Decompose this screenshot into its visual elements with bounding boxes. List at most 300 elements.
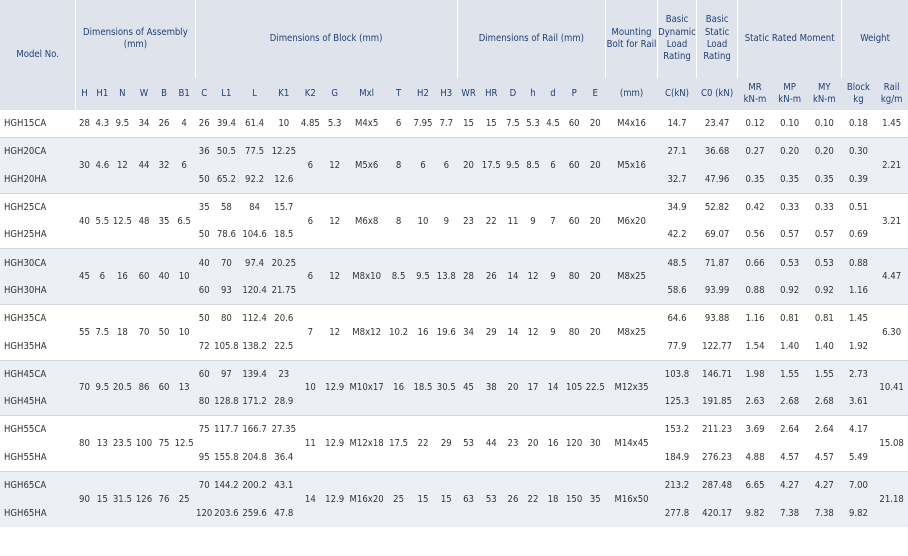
cell-h3: 13.8	[435, 249, 457, 305]
cell-bolt: M4x16	[617, 118, 646, 130]
cell-cdyn: 77.9	[667, 340, 687, 352]
col-header: MY kN-m	[807, 78, 842, 110]
cell-block_w: 2.73	[842, 360, 876, 388]
cell-my: 2.68	[807, 388, 842, 416]
unit-label: kN-m	[743, 94, 767, 105]
cell-h: 20	[523, 416, 542, 472]
cell-t: 25	[387, 471, 411, 527]
cell-hr: 17.5	[480, 138, 503, 194]
model-header: Model No.	[16, 49, 59, 61]
cell-h3: 30.5	[435, 360, 457, 416]
cell-mxl: M6x8	[347, 193, 387, 249]
cell-mp: 0.20	[772, 138, 807, 166]
cell-k1: 27.35	[270, 416, 298, 444]
cell-b1: 25	[173, 471, 195, 527]
cell-hr: 26	[480, 249, 503, 305]
cell-t: 16	[387, 360, 411, 416]
cell-l: 84	[239, 193, 269, 221]
cell-mp: 0.53	[772, 249, 807, 277]
cell-n: 9.5	[115, 118, 130, 130]
cell-wr: 34	[457, 305, 480, 361]
cell-c0: 93.88	[697, 305, 738, 333]
cell-l1: 39.4	[216, 118, 236, 130]
cell-d: 14	[543, 360, 564, 416]
cell-b1: 4	[181, 118, 187, 130]
table-row	[0, 305, 908, 333]
cell-k1: 20.6	[270, 305, 298, 333]
cell-wr: 45	[457, 360, 480, 416]
cell-mr: 0.88	[738, 277, 773, 305]
cell-mxl: M10x17	[347, 360, 387, 416]
block-header: Dimensions of Block (mm)	[195, 0, 457, 78]
cell-h2: 15	[411, 471, 436, 527]
cell-n: 20.5	[112, 360, 134, 416]
cell-block_w: 9.82	[842, 499, 876, 527]
col-header: MR kN-m	[738, 78, 773, 110]
cell-h: 22	[523, 471, 542, 527]
cell-c: 60	[195, 277, 213, 305]
cell-b: 40	[155, 249, 173, 305]
cell-block_w: 1.45	[842, 305, 876, 333]
cell-p: 105	[563, 360, 585, 416]
cell-c: 95	[198, 451, 210, 463]
col-header: Mxl	[359, 88, 375, 100]
cell-p: 150	[563, 471, 585, 527]
cell-l1: 117.7	[213, 416, 239, 444]
cell-c0: 69.07	[704, 229, 730, 241]
cell-c: 50	[195, 305, 213, 333]
cell-l: 112.4	[239, 305, 269, 333]
cell-w: 86	[133, 360, 155, 416]
cell-h: 45	[76, 249, 93, 305]
cell-block_w: 7.00	[842, 471, 876, 499]
cell-b: 50	[155, 305, 173, 361]
col-header: B	[161, 88, 167, 100]
cell-h3: 15	[435, 471, 457, 527]
cell-c0: 47.96	[697, 166, 738, 194]
cell-h: 8.5	[523, 138, 542, 194]
cell-mxl: M8x12	[347, 305, 387, 361]
cell-h: 9	[523, 193, 542, 249]
cell-mr: 1.16	[738, 305, 773, 333]
cell-c: 120	[195, 499, 213, 527]
cell-l: 92.2	[239, 166, 269, 194]
cell-h1: 4.3	[95, 118, 110, 130]
model-cell: HGH55HA	[4, 451, 47, 463]
col-header: T	[395, 88, 402, 100]
cell-wr: 15	[463, 118, 474, 130]
cell-l1: 65.2	[213, 166, 239, 194]
cell-mp: 2.68	[772, 388, 807, 416]
cell-hr: 38	[480, 360, 503, 416]
cell-c: 40	[195, 249, 213, 277]
unit-label: kN-m	[812, 94, 836, 105]
cell-mr: 0.42	[738, 193, 773, 221]
cell-block_w: 0.88	[842, 249, 876, 277]
cell-mp: 0.81	[772, 305, 807, 333]
cell-p: 80	[563, 249, 585, 305]
cell-g: 12	[323, 249, 347, 305]
cell-b1: 6.5	[173, 193, 195, 249]
unit-label: kN-m	[778, 94, 802, 105]
cell-n: 23.5	[112, 416, 134, 472]
cell-rail-weight: 4.47	[875, 249, 908, 305]
cell-b: 76	[155, 471, 173, 527]
cell-k1: 18.5	[274, 229, 294, 241]
cell-b: 35	[155, 193, 173, 249]
model-cell: HGH20CA	[0, 138, 76, 166]
col-header: MP kN-m	[772, 78, 807, 110]
cell-p: 120	[563, 416, 585, 472]
cell-k2: 7	[298, 305, 323, 361]
col-header: Rail kg/m	[875, 78, 908, 110]
cell-k1: 47.8	[270, 499, 298, 527]
cell-h: 28	[79, 118, 90, 130]
cell-h3: 29	[435, 416, 457, 472]
model-cell: HGH35CA	[0, 305, 76, 333]
model-cell: HGH25HA	[4, 229, 47, 241]
cell-b1: 12.5	[173, 416, 195, 472]
col-header: L	[252, 88, 257, 100]
cell-k1: 23	[270, 360, 298, 388]
cell-e: 20	[585, 193, 606, 249]
cell-l1: 78.6	[216, 229, 236, 241]
cell-c: 72	[198, 340, 210, 352]
cell-c0: 191.85	[697, 388, 738, 416]
cell-l: 138.2	[242, 340, 267, 352]
cell-d: 9	[543, 249, 564, 305]
cell-mxl: M4x5	[354, 118, 379, 130]
cell-l: 204.8	[242, 451, 267, 463]
cell-cdyn: 34.9	[658, 193, 697, 221]
cell-d: 7.5	[506, 118, 520, 130]
cell-mp: 1.55	[772, 360, 807, 388]
cell-g: 12	[323, 193, 347, 249]
col-header: WR	[461, 88, 476, 100]
cell-k1: 22.5	[274, 340, 294, 352]
cell-b: 26	[158, 118, 170, 130]
cell-l1: 93	[213, 277, 239, 305]
cell-bolt: M5x16	[606, 138, 658, 194]
cell-c0: 420.17	[697, 499, 738, 527]
cell-h2: 10	[411, 193, 436, 249]
unit-label: kg	[853, 94, 864, 105]
cell-my: 0.35	[807, 166, 842, 194]
cell-d: 26	[503, 471, 524, 527]
cell-w: 44	[133, 138, 155, 194]
col-header: H	[81, 88, 88, 100]
cell-c0: 52.82	[697, 193, 738, 221]
col-header: L1	[221, 88, 232, 100]
cell-t: 10.2	[387, 305, 411, 361]
cell-b: 60	[155, 360, 173, 416]
col-header: h	[530, 88, 536, 100]
cell-w: 126	[133, 471, 155, 527]
cell-my: 0.10	[814, 118, 834, 130]
cell-block_w: 0.39	[842, 166, 876, 194]
cell-e: 20	[585, 249, 606, 305]
cell-c0: 211.23	[697, 416, 738, 444]
cell-b1: 6	[173, 138, 195, 194]
cell-h2: 18.5	[411, 360, 436, 416]
cell-mr: 6.65	[738, 471, 773, 499]
cell-my: 2.64	[807, 416, 842, 444]
cell-c0: 287.48	[697, 471, 738, 499]
cell-mr: 0.27	[738, 138, 773, 166]
cell-wr: 20	[457, 138, 480, 194]
cell-my: 1.40	[814, 340, 834, 352]
col-header: d	[550, 88, 556, 100]
cell-rail-weight: 1.45	[882, 118, 902, 130]
assembly-header: Dimensions of Assembly (mm)	[76, 0, 195, 78]
cell-my: 0.20	[807, 138, 842, 166]
cell-mr: 0.12	[745, 118, 765, 130]
model-cell: HGH20HA	[0, 166, 76, 194]
cell-t: 8.5	[387, 249, 411, 305]
cell-w: 70	[133, 305, 155, 361]
cell-l: 61.4	[245, 118, 265, 130]
cell-mr: 3.69	[738, 416, 773, 444]
cell-b1: 13	[173, 360, 195, 416]
col-header: D	[509, 88, 517, 100]
moment-header: Static Rated Moment	[738, 0, 842, 78]
cell-t: 8	[387, 193, 411, 249]
cell-mr: 0.66	[738, 249, 773, 277]
cell-e: 35	[585, 471, 606, 527]
cell-c: 80	[195, 388, 213, 416]
cell-g: 5.3	[327, 118, 342, 130]
cell-hr: 44	[480, 416, 503, 472]
cell-w: 100	[133, 416, 155, 472]
cell-l1: 58	[213, 193, 239, 221]
cell-c: 36	[195, 138, 213, 166]
cell-w: 34	[138, 118, 150, 130]
cell-my: 4.27	[807, 471, 842, 499]
cell-mxl: M8x10	[347, 249, 387, 305]
cell-rail-weight: 2.21	[875, 138, 908, 194]
cell-mr: 9.82	[738, 499, 773, 527]
cell-mp: 4.27	[772, 471, 807, 499]
cell-d: 11	[503, 193, 524, 249]
cell-d: 18	[543, 471, 564, 527]
cell-h: 80	[76, 416, 93, 472]
cell-d: 20	[503, 360, 524, 416]
table-row	[0, 471, 908, 499]
cell-mp: 0.57	[780, 229, 800, 241]
cell-block_w: 0.51	[842, 193, 876, 221]
cell-e: 20	[589, 118, 601, 130]
cell-h1: 5.5	[93, 193, 111, 249]
cell-wr: 23	[457, 193, 480, 249]
cell-h3: 9	[435, 193, 457, 249]
model-cell: HGH25CA	[0, 193, 76, 221]
cell-l1: 80	[213, 305, 239, 333]
cell-n: 12	[112, 138, 134, 194]
cell-k1: 12.25	[270, 138, 298, 166]
cell-k2: 10	[298, 360, 323, 416]
table-row	[0, 138, 908, 166]
cell-mp: 4.57	[780, 451, 800, 463]
cell-block_w: 1.16	[842, 277, 876, 305]
col-header: Block kg	[842, 78, 876, 110]
cell-l: 171.2	[239, 388, 269, 416]
cell-rail-weight: 21.18	[875, 471, 908, 527]
unit-label: kg/m	[880, 94, 903, 105]
cell-c: 26	[198, 118, 210, 130]
cell-e: 22.5	[585, 360, 606, 416]
cell-c0: 36.68	[697, 138, 738, 166]
cell-c: 50	[198, 229, 210, 241]
model-cell: HGH30HA	[0, 277, 76, 305]
cell-d: 14	[503, 249, 524, 305]
cell-k1: 36.4	[274, 451, 294, 463]
cell-n: 12.5	[112, 193, 134, 249]
cell-b1: 10	[173, 305, 195, 361]
cell-h: 12	[523, 249, 542, 305]
cell-cdyn: 103.8	[658, 360, 697, 388]
cell-n: 31.5	[112, 471, 134, 527]
cell-b: 75	[155, 416, 173, 472]
cell-l: 77.5	[239, 138, 269, 166]
cell-l: 104.6	[242, 229, 267, 241]
cell-d: 6	[543, 138, 564, 194]
cell-h1: 13	[93, 416, 111, 472]
col-header: W	[139, 88, 149, 100]
cell-d: 9	[543, 305, 564, 361]
cell-rail-weight: 3.21	[875, 193, 908, 249]
cell-c: 35	[195, 193, 213, 221]
cell-my: 0.81	[807, 305, 842, 333]
cell-l: 139.4	[239, 360, 269, 388]
cell-block_w: 3.61	[842, 388, 876, 416]
cell-h: 17	[523, 360, 542, 416]
cell-l: 97.4	[239, 249, 269, 277]
cell-k1: 43.1	[270, 471, 298, 499]
cell-cdyn: 42.2	[667, 229, 687, 241]
cell-mxl: M12x18	[347, 416, 387, 472]
cell-h1: 15	[93, 471, 111, 527]
cell-block_w: 4.17	[842, 416, 876, 444]
col-header: P	[571, 88, 577, 100]
cell-cdyn: 27.1	[658, 138, 697, 166]
col-header: HR	[485, 88, 498, 100]
cell-wr: 53	[457, 416, 480, 472]
cell-wr: 63	[457, 471, 480, 527]
table-row	[0, 360, 908, 388]
cell-p: 60	[568, 118, 580, 130]
cell-rail-weight: 10.41	[875, 360, 908, 416]
cell-cdyn: 213.2	[658, 471, 697, 499]
cell-cdyn: 125.3	[658, 388, 697, 416]
cell-b: 32	[155, 138, 173, 194]
cell-mxl: M5x6	[347, 138, 387, 194]
cell-h3: 6	[435, 138, 457, 194]
cell-block_w: 0.30	[842, 138, 876, 166]
model-cell: HGH45HA	[0, 388, 76, 416]
cell-h2: 16	[411, 305, 436, 361]
cell-h1: 6	[93, 249, 111, 305]
cell-h: 5.3	[526, 118, 540, 130]
cell-mr: 4.88	[745, 451, 765, 463]
cell-h3: 19.6	[435, 305, 457, 361]
cell-mp: 2.64	[772, 416, 807, 444]
cell-my: 1.55	[807, 360, 842, 388]
cell-bolt: M8x25	[606, 305, 658, 361]
cell-c0: 122.77	[702, 340, 733, 352]
cell-cdyn: 14.7	[667, 118, 687, 130]
cell-p: 80	[563, 305, 585, 361]
col-header: K1	[278, 88, 290, 100]
cell-h: 12	[523, 305, 542, 361]
model-cell: HGH65CA	[0, 471, 76, 499]
cell-h: 40	[76, 193, 93, 249]
cell-my: 0.53	[807, 249, 842, 277]
model-cell: HGH45CA	[0, 360, 76, 388]
cell-c0: 71.87	[697, 249, 738, 277]
col-header: H1	[96, 88, 109, 100]
cell-w: 48	[133, 193, 155, 249]
cell-k2: 11	[298, 416, 323, 472]
cell-k1: 15.7	[270, 193, 298, 221]
rail-header: Dimensions of Rail (mm)	[457, 0, 605, 78]
cell-c: 70	[195, 471, 213, 499]
col-header: N	[119, 88, 126, 100]
cell-k1: 12.6	[270, 166, 298, 194]
cell-h: 70	[76, 360, 93, 416]
cell-block_w: 1.92	[848, 340, 868, 352]
cell-h1: 7.5	[93, 305, 111, 361]
cell-mxl: M16x20	[347, 471, 387, 527]
cell-my: 0.33	[807, 193, 842, 221]
cell-e: 20	[585, 138, 606, 194]
col-header: G	[331, 88, 338, 100]
cell-g: 12.9	[323, 471, 347, 527]
cell-l1: 50.5	[213, 138, 239, 166]
cell-l1: 203.6	[213, 499, 239, 527]
cell-bolt: M12x35	[606, 360, 658, 416]
cell-cdyn: 153.2	[658, 416, 697, 444]
cell-d: 9.5	[503, 138, 524, 194]
model-cell: HGH30CA	[0, 249, 76, 277]
cell-b1: 10	[173, 249, 195, 305]
cell-k1: 20.25	[270, 249, 298, 277]
cell-l: 259.6	[239, 499, 269, 527]
cell-k1: 21.75	[270, 277, 298, 305]
cell-mr: 1.98	[738, 360, 773, 388]
cell-g: 12.9	[323, 416, 347, 472]
cell-k1: 28.9	[270, 388, 298, 416]
static-load-header: Basic Static Load Rating	[697, 0, 738, 78]
cell-l: 120.4	[239, 277, 269, 305]
cell-c0: 23.47	[704, 118, 730, 130]
col-header: H2	[417, 88, 429, 100]
model-cell: HGH35HA	[4, 340, 47, 352]
cell-l: 166.7	[239, 416, 269, 444]
cell-k2: 4.85	[300, 118, 320, 130]
cell-w: 60	[133, 249, 155, 305]
cell-mp: 0.35	[772, 166, 807, 194]
cell-mr: 1.54	[745, 340, 765, 352]
cell-cdyn: 48.5	[658, 249, 697, 277]
cell-mr: 2.63	[738, 388, 773, 416]
cell-e: 30	[585, 416, 606, 472]
cell-p: 60	[563, 193, 585, 249]
bolt-header: Mounting Bolt for Rail	[606, 0, 658, 78]
cell-n: 18	[112, 305, 134, 361]
cell-c0: 146.71	[697, 360, 738, 388]
col-header: (mm)	[619, 88, 644, 100]
cell-c0: 276.23	[702, 451, 733, 463]
